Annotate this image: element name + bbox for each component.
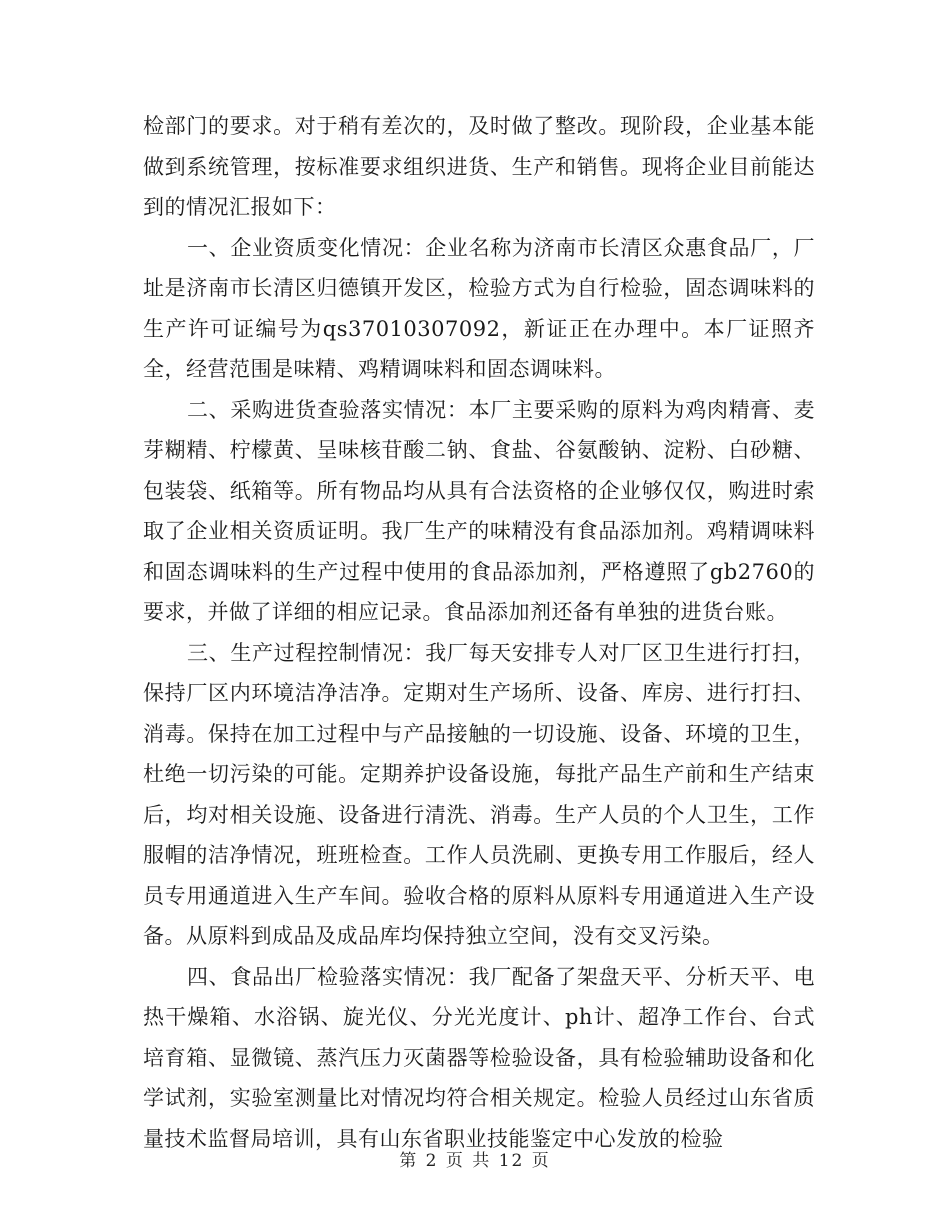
- paragraph-section-2: 二、采购进货查验落实情况：本厂主要采购的原料为鸡肉精膏、麦芽糊精、柠檬黄、呈味核苷酸二钠、食盐、谷氨酸钠、淀粉、白砂糖、包装袋、纸箱等。所有物品均从具有合法资格的企业够仅仅，购进时索取了企业相关资质证明。我厂生产的味精没有食品添加剂。鸡精调味料和固态调味料的生产过程中使用的食品添加剂，严格遵照了gb2760的要求，并做了详细的相应记录。食品添加剂还备有单独的进货台账。: [143, 397, 815, 624]
- document-body: [143, 106, 815, 1159]
- paragraph-section-3: 三、生产过程控制情况：我厂每天安排专人对厂区卫生进行打扫，保持厂区内环境洁净洁净。定期对生产场所、设备、库房、进行打扫、消毒。保持在加工过程中与产品接触的一切设施、设备、环境的卫生，杜绝一切污染的可能。定期养护设备设施，每批产品生产前和生产结束后，均对相关设施、设备进行清洗、消毒。生产人员的个人卫生，工作服帽的洁净情况，班班检查。工作人员洗刷、更换专用工作服后，经人员专用通道进入生产车间。验收合格的原料从原料专用通道进入生产设备。从原料到成品及成品库均保持独立空间，没有交叉污染。: [143, 640, 815, 948]
- paragraph-section-4: 四、食品出厂检验落实情况：我厂配备了架盘天平、分析天平、电热干燥箱、水浴锅、旋光仪、分光光度计、ph计、超净工作台、台式培育箱、显微镜、蒸汽压力灭菌器等检验设备，具有检验辅助设备和化学试剂，实验室测量比对情况均符合相关规定。检验人员经过山东省质量技术监督局培训，具有山东省职业技能鉴定中心发放的检验: [143, 964, 815, 1151]
- paragraph-section-1: 一、企业资质变化情况：企业名称为济南市长清区众惠食品厂，厂址是济南市长清区归德镇开发区，检验方式为自行检验，固态调味料的生产许可证编号为qs37010307092，新证正在办理中。本厂证照齐全，经营范围是味精、鸡精调味料和固态调味料。: [143, 235, 815, 381]
- page-number-footer: 第 2 页 共 12 页: [399, 1151, 551, 1171]
- paragraph-continuation: 检部门的要求。对于稍有差次的，及时做了整改。现阶段，企业基本能做到系统管理，按标准要求组织进货、生产和销售。现将企业目前能达到的情况汇报如下：: [143, 114, 815, 219]
